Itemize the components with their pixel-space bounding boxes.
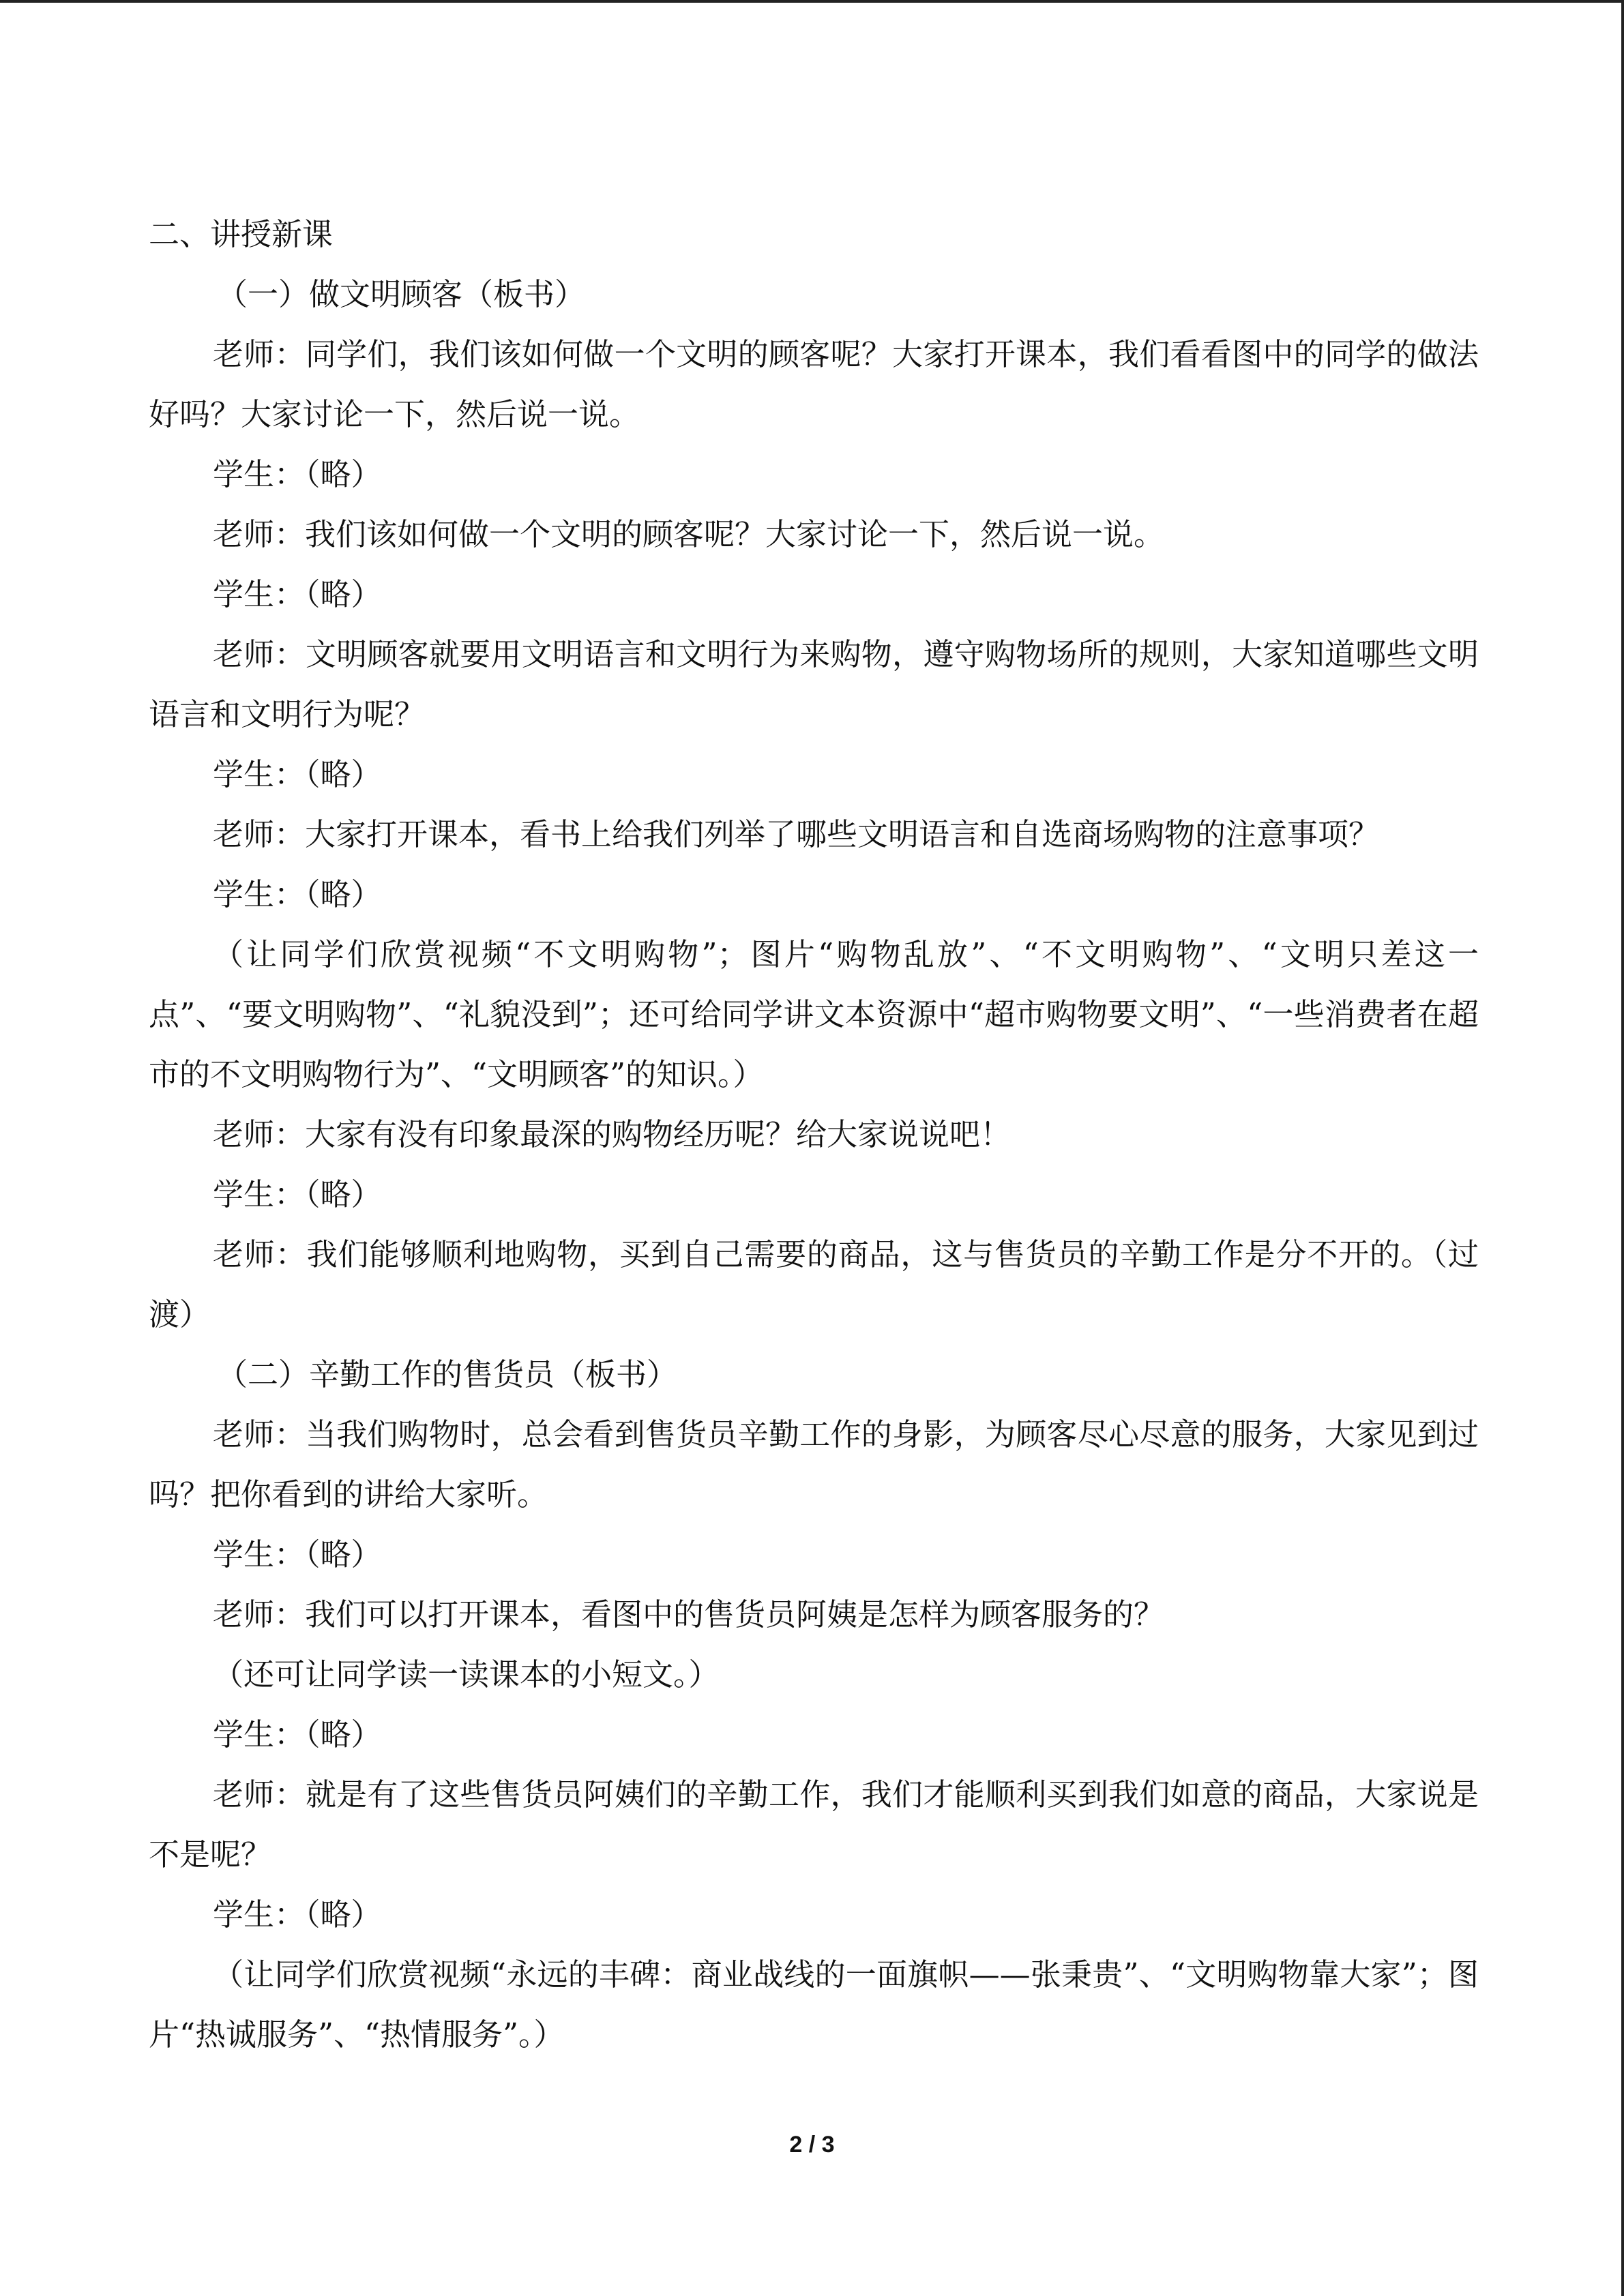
subsection-heading: （二）辛勤工作的售货员（板书） — [217, 1356, 678, 1392]
paragraph: 学生：（略） — [213, 1176, 382, 1212]
paragraph: 老师：我们能够顺利地购物，买到自己需要的商品，这与售货员的辛勤工作是分不开的。（过渡） — [149, 1236, 1479, 1332]
paragraph: 老师：大家有没有印象最深的购物经历呢？给大家说说吧！ — [213, 1116, 1012, 1152]
document-body — [149, 205, 1479, 2065]
paragraph: （还可让同学读一读课本的小短文。） — [213, 1656, 720, 1693]
paragraph: 学生：（略） — [213, 1896, 382, 1933]
paragraph: 老师：大家打开课本，看书上给我们列举了哪些文明语言和自选商场购物的注意事项？ — [213, 816, 1380, 852]
page-number: 2 / 3 — [789, 2132, 835, 2158]
paragraph: 老师：我们该如何做一个文明的顾客呢？大家讨论一下，然后说一说。 — [213, 516, 1165, 552]
paragraph: （让同学们欣赏视频“不文明购物”；图片“购物乱放”、“不文明购物”、“文明只差这一点”、“要文明购物”、“礼貌没到”；还可给同学讲文本资源中“超市购物要文明”、“一些消费者在超市的不文明购物行为”、“文明顾客”的知识。） — [149, 936, 1479, 1092]
paragraph: 学生：（略） — [213, 1716, 382, 1753]
paragraph: 老师：我们可以打开课本，看图中的售货员阿姨是怎样为顾客服务的？ — [213, 1596, 1165, 1632]
paragraph: 学生：（略） — [213, 576, 382, 612]
section-heading: 二、讲授新课 — [149, 216, 334, 252]
paragraph: 学生：（略） — [213, 1536, 382, 1572]
paragraph: 老师：就是有了这些售货员阿姨们的辛勤工作，我们才能顺利买到我们如意的商品，大家说是不是呢？ — [149, 1776, 1479, 1873]
paragraph: 老师：当我们购物时，总会看到售货员辛勤工作的身影，为顾客尽心尽意的服务，大家见到过吗？把你看到的讲给大家听。 — [149, 1416, 1479, 1512]
paragraph: 老师：同学们，我们该如何做一个文明的顾客呢？大家打开课本，我们看看图中的同学的做法好吗？大家讨论一下，然后说一说。 — [149, 336, 1479, 432]
paragraph: 老师：文明顾客就要用文明语言和文明行为来购物，遵守购物场所的规则，大家知道哪些文明语言和文明行为呢？ — [149, 636, 1479, 732]
paragraph: （让同学们欣赏视频“永远的丰碑：商业战线的一面旗帜——张秉贵”、“文明购物靠大家”；图片“热诚服务”、“热情服务”。） — [149, 1956, 1479, 2053]
paragraph: 学生：（略） — [213, 876, 382, 912]
paragraph: 学生：（略） — [213, 756, 382, 792]
subsection-heading: （一）做文明顾客（板书） — [217, 276, 586, 312]
paragraph: 学生：（略） — [213, 456, 382, 492]
